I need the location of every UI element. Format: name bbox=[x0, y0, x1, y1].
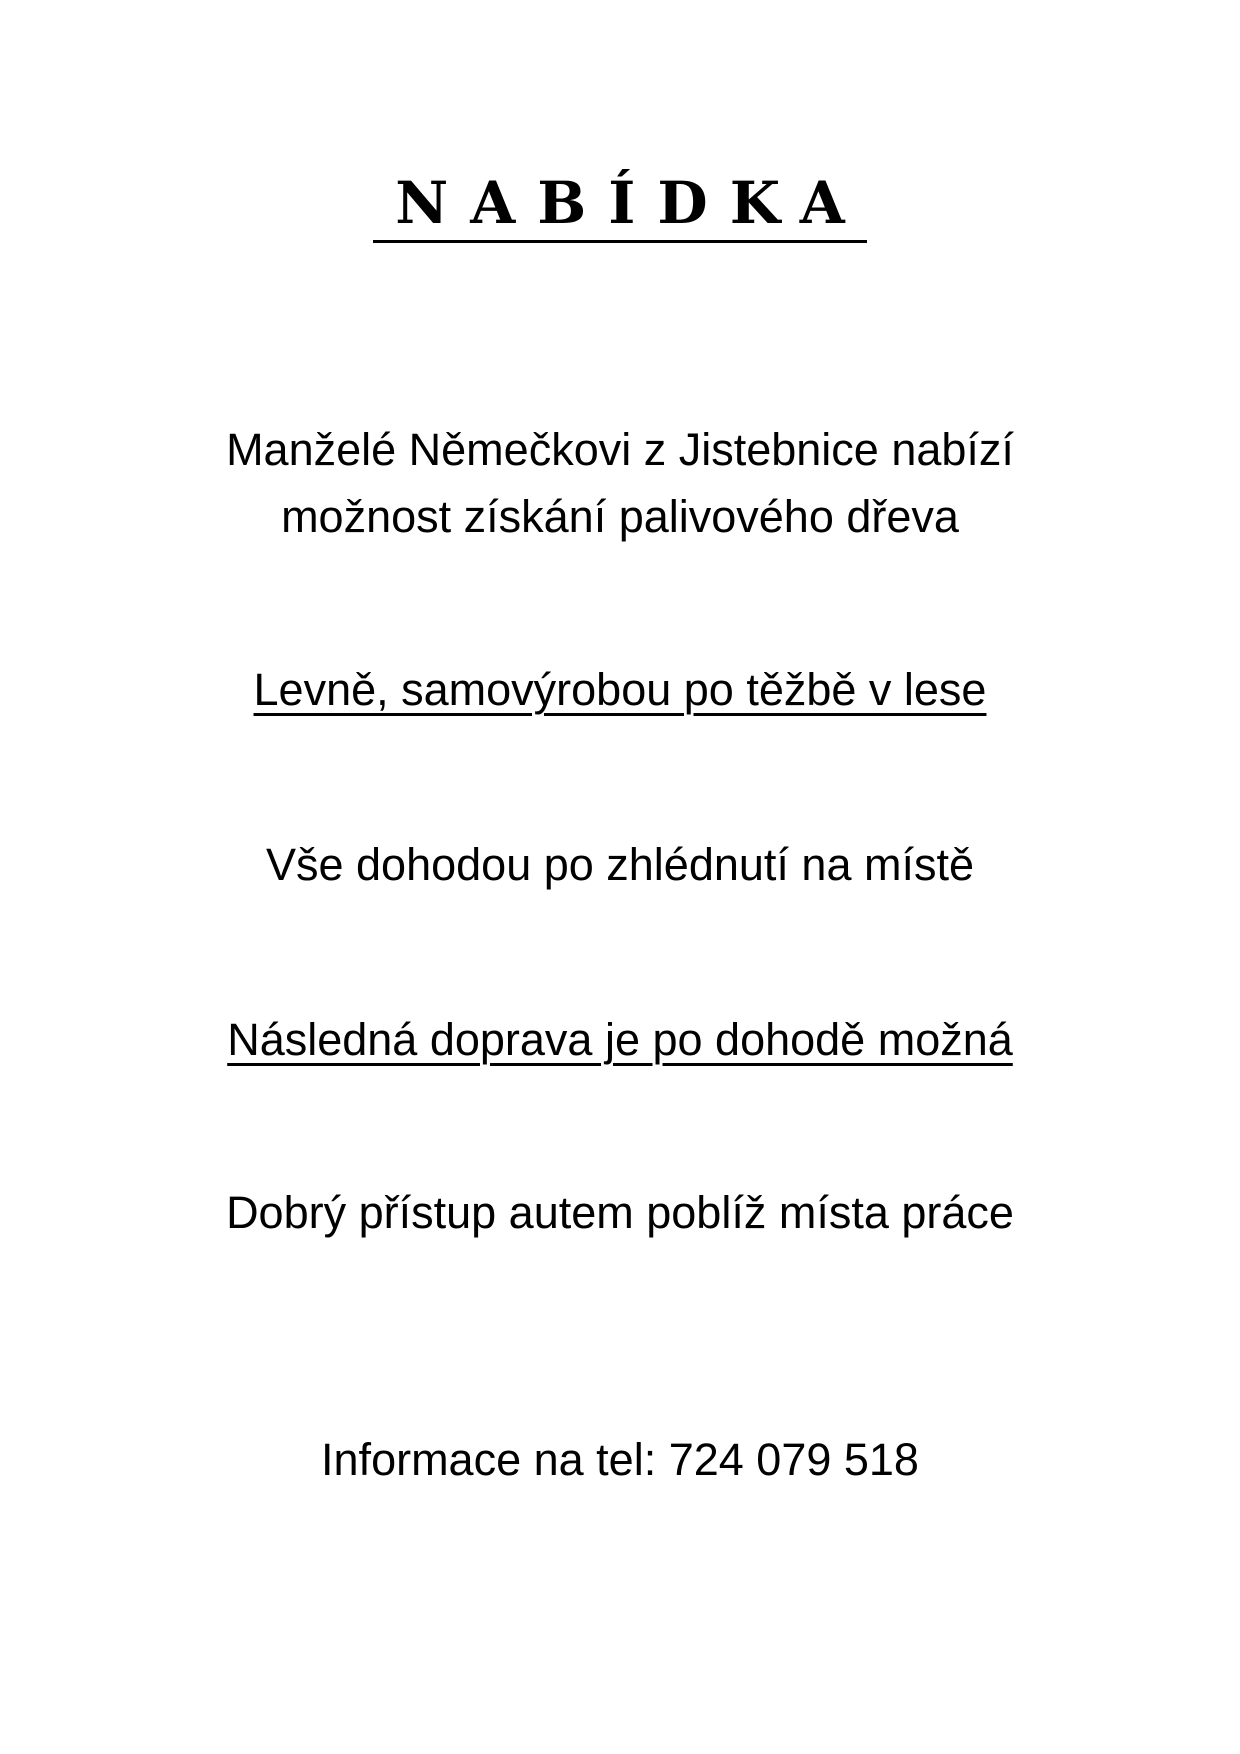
offer-point-transport-text: Následná doprava je po dohodě možná bbox=[227, 1014, 1013, 1065]
page-title: NABÍDKA bbox=[373, 168, 867, 243]
offer-point-cheap-text: Levně, samovýrobou po těžbě v lese bbox=[253, 664, 987, 715]
title-container bbox=[0, 168, 1240, 243]
offer-point-transport bbox=[0, 1005, 1240, 1075]
contact-info: Informace na tel: 724 079 518 bbox=[321, 1434, 919, 1485]
intro-line-2: možnost získání palivového dřeva bbox=[281, 491, 959, 542]
offer-point-access: Dobrý přístup autem poblíž místa práce bbox=[226, 1187, 1014, 1238]
offer-point-agreement: Vše dohodou po zhlédnutí na místě bbox=[265, 839, 974, 890]
offer-point-cheap bbox=[0, 655, 1240, 725]
intro-line-1: Manželé Němečkovi z Jistebnice nabízí bbox=[226, 424, 1014, 475]
